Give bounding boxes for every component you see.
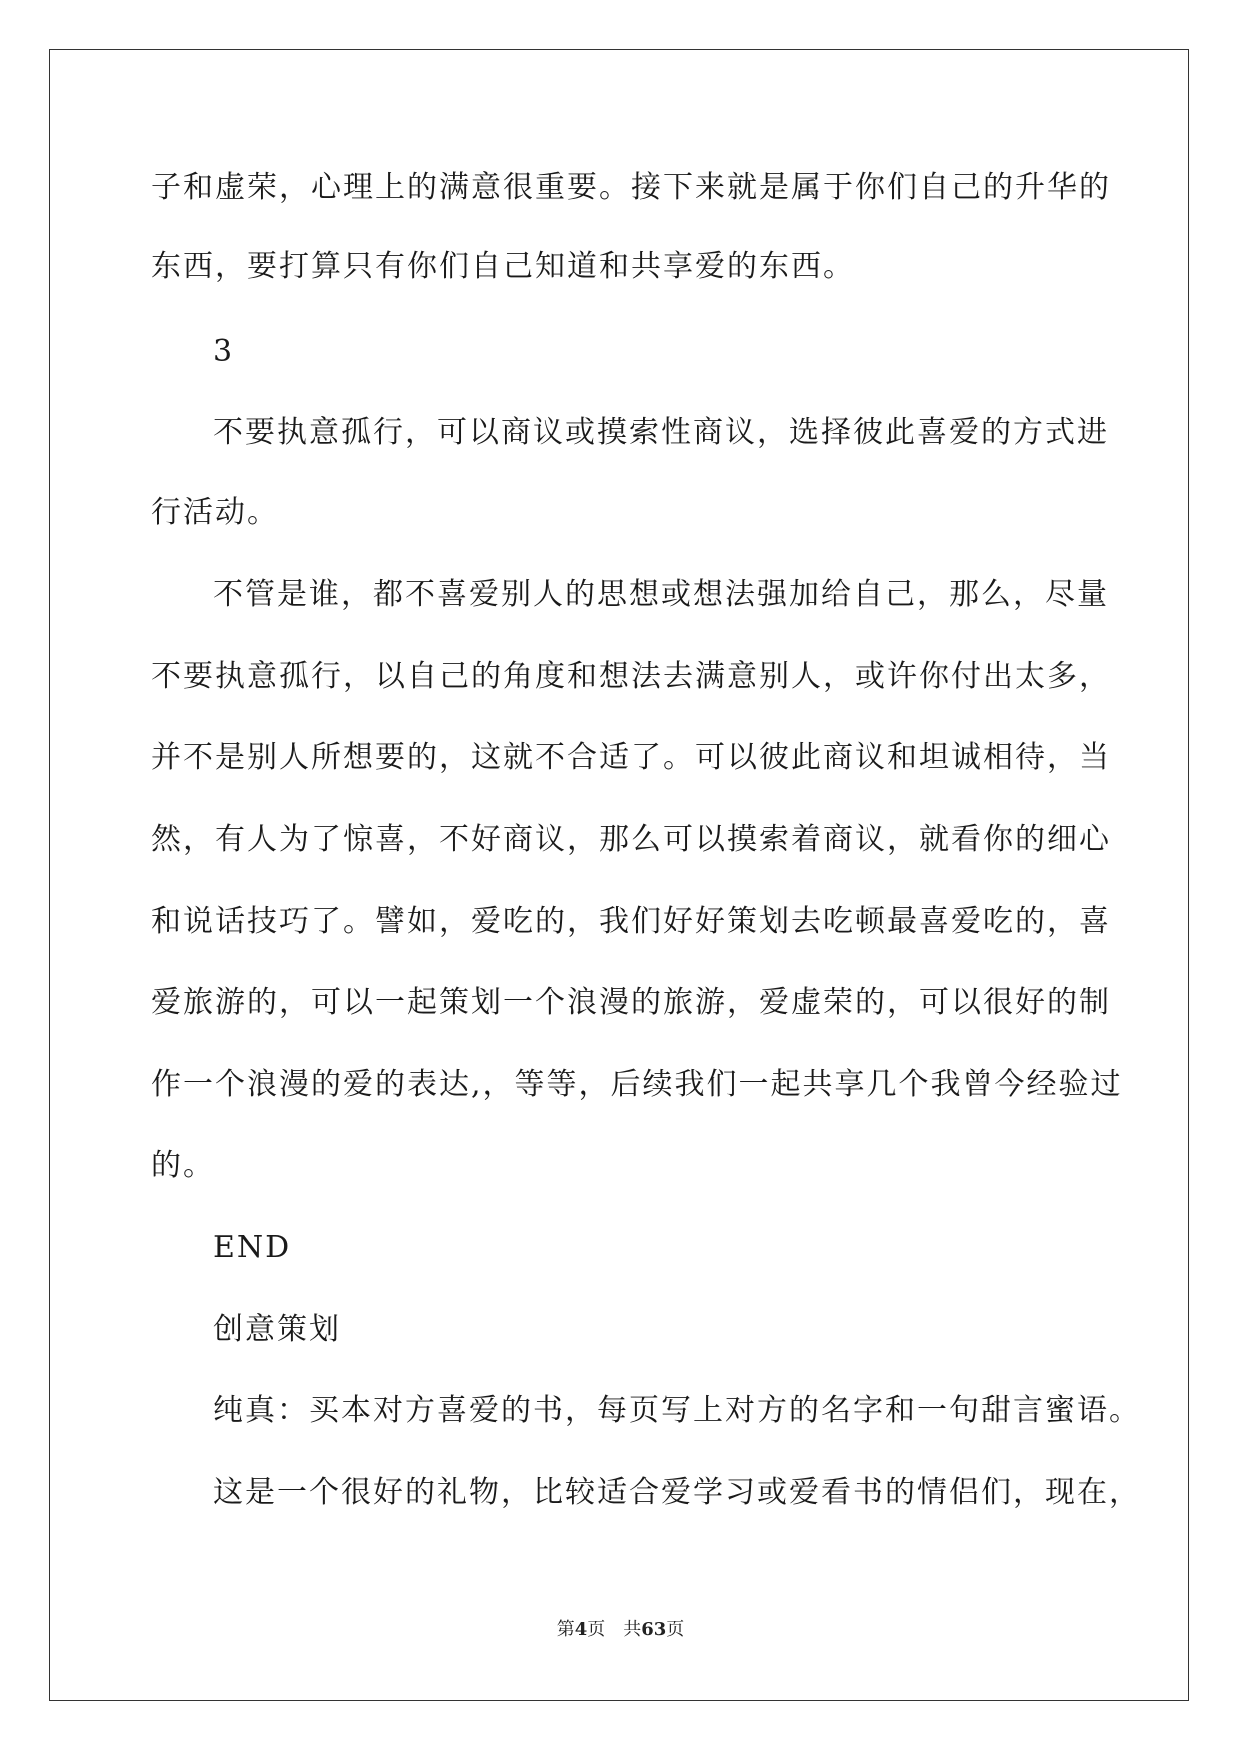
paragraph-line: 这是一个很好的礼物，比较适合爱学习或爱看书的情侣们，现在， xyxy=(213,1475,1141,1510)
page-prefix: 第 xyxy=(556,1619,575,1640)
end-marker: END xyxy=(213,1230,292,1265)
page-footer xyxy=(0,1618,1241,1642)
page-suffix: 页 xyxy=(587,1619,606,1640)
paragraph-line: 纯真：买本对方喜爱的书，每页写上对方的名字和一句甜言蜜语。 xyxy=(213,1393,1141,1428)
section-heading: 创意策划 xyxy=(213,1312,341,1347)
total-suffix: 页 xyxy=(666,1619,685,1640)
paragraph-line: 东西，要打算只有你们自己知道和共享爱的东西。 xyxy=(151,249,855,284)
total-pages: 63 xyxy=(641,1619,667,1640)
paragraph-line: 作一个浪漫的爱的表达,，等等，后续我们一起共享几个我曾今经验过 xyxy=(151,1067,1123,1102)
paragraph-line: 的。 xyxy=(151,1148,215,1183)
paragraph-line: 和说话技巧了。譬如，爱吃的，我们好好策划去吃顿最喜爱吃的，喜 xyxy=(151,904,1111,939)
page-border xyxy=(49,49,1189,1701)
paragraph-line: 不管是谁，都不喜爱别人的思想或想法强加给自己，那么，尽量 xyxy=(213,577,1109,612)
total-prefix: 共 xyxy=(623,1619,642,1640)
paragraph-line: 行活动。 xyxy=(151,495,279,530)
paragraph-line: 并不是别人所想要的，这就不合适了。可以彼此商议和坦诚相待，当 xyxy=(151,740,1111,775)
paragraph-line: 不要执意孤行，可以商议或摸索性商议，选择彼此喜爱的方式进 xyxy=(213,415,1109,450)
section-number: 3 xyxy=(213,334,235,369)
paragraph-line: 子和虚荣，心理上的满意很重要。接下来就是属于你们自己的升华的 xyxy=(151,170,1111,205)
paragraph-line: 爱旅游的，可以一起策划一个浪漫的旅游，爱虚荣的，可以很好的制 xyxy=(151,985,1111,1020)
paragraph-line: 不要执意孤行，以自己的角度和想法去满意别人，或许你付出太多， xyxy=(151,659,1111,694)
paragraph-line: 然，有人为了惊喜，不好商议，那么可以摸索着商议，就看你的细心 xyxy=(151,822,1111,857)
page-number: 4 xyxy=(574,1619,588,1640)
